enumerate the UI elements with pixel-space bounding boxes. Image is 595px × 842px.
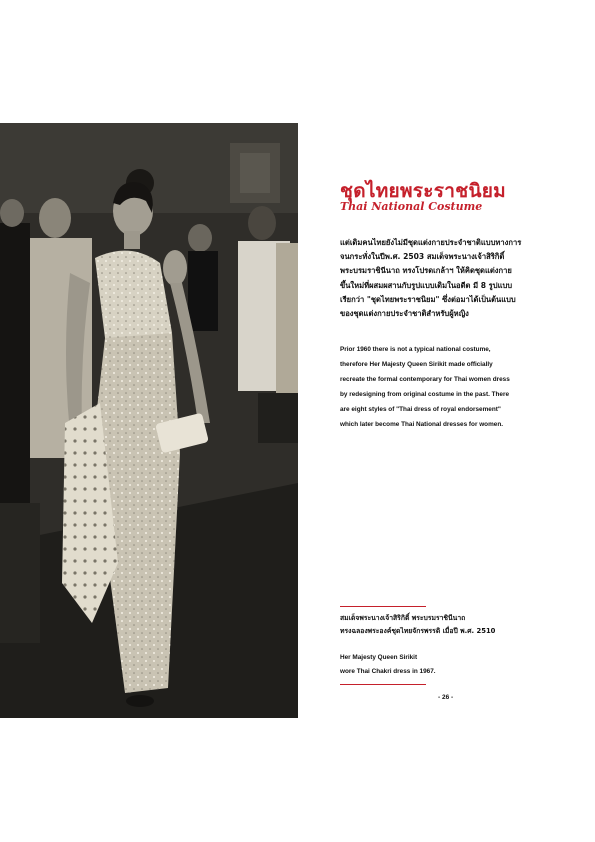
page-number: - 26 -: [438, 694, 454, 701]
page-title-thai: ชุดไทยพระราชนิยม: [340, 180, 506, 202]
paragraph-line: พระบรมราชินีนาถ ทรงโปรดเกล้าฯ ให้คิดชุดแต่งกาย: [340, 266, 512, 276]
paragraph-line: เรียกว่า "ชุดไทยพระราชนิยม" ซึ่งต่อมาได้เป็นต้นแบบ: [340, 294, 516, 304]
page-title-english: Thai National Costume: [340, 200, 483, 213]
caption-line: สมเด็จพระนางเจ้าสิริกิติ์ พระบรมราชินีนาถ: [340, 614, 466, 622]
paragraph-line: therefore Her Majesty Queen Sirikit made officially: [340, 361, 493, 368]
paragraph-line: recreate the formal contemporary for Thai women dress: [340, 376, 510, 383]
body-paragraph-english: [340, 342, 572, 432]
paragraph-line: Prior 1960 there is not a typical national costume,: [340, 346, 491, 353]
caption-line: ทรงฉลองพระองค์ชุดไทยจักรพรรดิ เมื่อปี พ.ศ. 2510: [340, 627, 496, 635]
paragraph-line: which later become Thai National dresses for women.: [340, 421, 504, 428]
body-paragraph-thai: [340, 236, 562, 321]
paragraph-line: by redesigning from original costume in the past. There: [340, 391, 510, 398]
paragraph-line: ของชุดแต่งกายประจำชาติสำหรับผู้หญิง: [340, 309, 469, 319]
photo-caption-english: [340, 651, 570, 679]
paragraph-line: are eight styles of "Thai dress of royal endorsement": [340, 406, 501, 413]
paragraph-line: แต่เดิมคนไทยยังไม่มีชุดแต่งกายประจำชาติแบบทางการ: [340, 238, 522, 247]
caption-line: wore Thai Chakri dress in 1967.: [340, 668, 436, 675]
caption-line: Her Majesty Queen Sirikit: [340, 654, 418, 661]
caption-divider-bottom: [340, 684, 426, 685]
photo-queen-sirikit: [0, 123, 298, 718]
caption-divider-top: [340, 606, 426, 607]
photo-caption-thai: [340, 612, 570, 638]
photo-illustration: [0, 123, 298, 718]
paragraph-line: ขึ้นใหม่ที่ผสมผสานกับรูปแบบเดิมในอดีต มี 8 รูปแบบ: [340, 280, 513, 290]
paragraph-line: จนกระทั่งในปีพ.ศ. 2503 สมเด็จพระนางเจ้าสิริกิติ์: [340, 252, 505, 262]
